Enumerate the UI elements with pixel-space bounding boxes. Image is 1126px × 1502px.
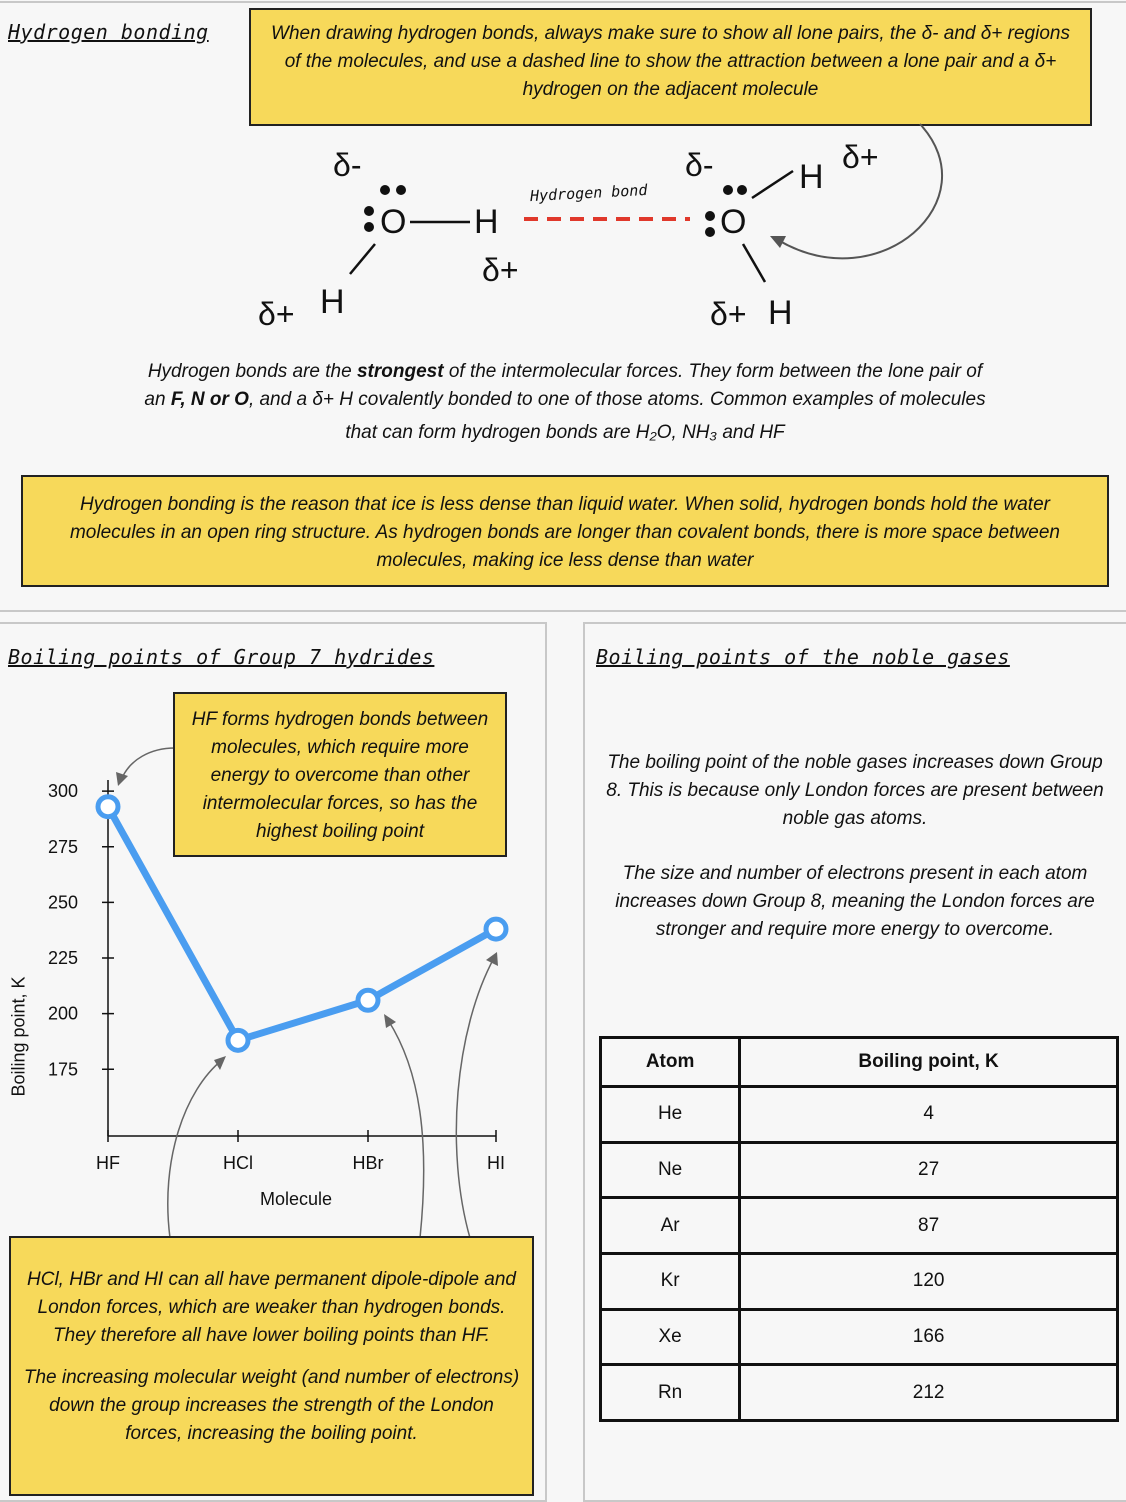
y-tick-label: 225 (47, 948, 78, 968)
hydrogen-bond-paragraph (60, 358, 1070, 447)
noble-gas-para-1: The boiling point of the noble gases increases down Group 8. This is because only London forces are present between noble gas atoms. (606, 752, 1104, 829)
table-cell-atom: He (601, 1087, 740, 1143)
table-row (601, 1142, 1118, 1198)
lone-pair-dot (723, 185, 733, 195)
section-title-group7: Boiling points of Group 7 hydrides (8, 645, 435, 669)
table-cell-atom: Ne (601, 1142, 740, 1198)
table-row (601, 1087, 1118, 1143)
data-point (358, 990, 378, 1010)
table-cell-atom: Kr (601, 1253, 740, 1309)
delta-minus-left: δ- (333, 147, 362, 183)
arrowhead-icon (770, 236, 786, 248)
table-cell-atom: Xe (601, 1309, 740, 1365)
hydrogen-bonding-h: H (474, 203, 499, 241)
table-cell-value: 27 (740, 1142, 1118, 1198)
hydrides-text-p1: HCl, HBr and HI can all have permanent dipole-dipole and London forces, which are weaker than hydrogen bonds. They therefore all have lower boiling points than HF. (27, 1269, 516, 1346)
table-cell-value: 87 (740, 1198, 1118, 1254)
para-line-1: Hydrogen bonds are the strongest of the intermolecular forces. They form between the lone pair of (147, 361, 983, 382)
delta-plus-upper-right: δ+ (842, 139, 879, 175)
table-cell-value: 166 (740, 1309, 1118, 1365)
hf-callout-box: HF forms hydrogen bonds between molecules, which require more energy to overcome than other intermolecular forces, so has the highest boiling point (173, 692, 507, 857)
table-header-boiling-point: Boiling point, K (740, 1038, 1118, 1087)
x-tick-label: HCl (223, 1153, 253, 1173)
section-divider (0, 610, 1126, 612)
table-row (601, 1198, 1118, 1254)
lone-pair-dot (364, 222, 374, 232)
data-point (228, 1030, 248, 1050)
tip-box: When drawing hydrogen bonds, always make sure to show all lone pairs, the δ- and δ+ regions of the molecules, and use a dashed line to show the attraction between a lone pair and a δ+ hydrogen on the adjacent molecule (249, 8, 1092, 126)
lone-pair-dot (380, 185, 390, 195)
delta-plus-lower-right: δ+ (710, 296, 747, 332)
arrowhead-icon (116, 772, 128, 786)
hydrogen-lower-right: H (768, 294, 793, 332)
delta-plus-lower-left: δ+ (258, 296, 295, 332)
x-axis-label: Molecule (260, 1189, 333, 1209)
delta-minus-right: δ- (685, 147, 714, 183)
table-cell-value: 120 (740, 1253, 1118, 1309)
table-header-atom: Atom (601, 1038, 740, 1087)
para-line-3: that can form hydrogen bonds are H₂O, NH₃ and HF (345, 422, 785, 443)
x-tick-label: HI (487, 1153, 505, 1173)
data-point (98, 797, 118, 817)
lone-pair-dot (705, 227, 715, 237)
hydrides-callout-box (9, 1236, 534, 1496)
table-cell-value: 212 (740, 1365, 1118, 1421)
y-tick-label: 275 (47, 836, 78, 857)
hydrogen-bond-label: Hydrogen bond (529, 180, 648, 206)
delta-plus-bonding-h: δ+ (482, 252, 519, 288)
hydrides-text-p2: The increasing molecular weight (and number of electrons) down the group increases the strength of the London forces, increasing the boiling point. (23, 1367, 520, 1444)
section-title-hydrogen-bonding: Hydrogen bonding (8, 20, 209, 44)
lone-pair-dot (396, 185, 406, 195)
noble-gas-para-2: The size and number of electrons present in each atom increases down Group 8, meaning the London forces are stronger and require more energy to overcome. (615, 863, 1095, 940)
y-tick-label: 175 (47, 1059, 78, 1080)
oxygen-left: O (380, 203, 407, 241)
arrowhead-icon (214, 1056, 226, 1070)
oxygen-right: O (720, 203, 747, 241)
table-cell-atom: Rn (601, 1365, 740, 1421)
arrowhead-icon (486, 952, 498, 966)
data-point (486, 919, 506, 939)
y-tick-label: 200 (47, 1003, 78, 1024)
lone-pair-dot (705, 211, 715, 221)
covalent-bond-oh-upper-right (752, 171, 793, 198)
hydrogen-lower-left: H (320, 283, 345, 321)
x-tick-label: HF (96, 1153, 120, 1173)
annotation-arrow-hcl (168, 1060, 222, 1238)
hydrogen-upper-right: H (799, 158, 824, 196)
lone-pair-dot (737, 185, 747, 195)
covalent-bond-oh-lower-right (743, 244, 765, 282)
x-tick-label: HBr (352, 1153, 384, 1173)
annotation-arrow-hf (122, 748, 175, 778)
annotation-arrow-hbr (388, 1020, 424, 1238)
diagram-lines (0, 0, 1126, 360)
noble-gas-table (599, 1036, 1119, 1422)
table-cell-atom: Ar (601, 1198, 740, 1254)
y-tick-label: 250 (47, 892, 78, 913)
y-tick-label: 300 (47, 781, 78, 802)
annotation-arrow-hi (456, 958, 494, 1238)
para-line-2: an F, N or O, and a δ+ H covalently bonded to one of those atoms. Common examples of molecules (144, 389, 986, 410)
table-row (601, 1365, 1118, 1421)
table-row (601, 1253, 1118, 1309)
arrowhead-icon (384, 1014, 396, 1028)
table-cell-value: 4 (740, 1087, 1118, 1143)
table-header-row (601, 1038, 1118, 1087)
y-axis-label: Boiling point, K (8, 976, 29, 1097)
ice-density-box: Hydrogen bonding is the reason that ice is less dense than liquid water. When solid, hydrogen bonds hold the water molecules in an open ring structure. As hydrogen bonds are longer than covalent bonds, there is more space between molecules, making ice less dense than water (21, 475, 1109, 587)
table-row (601, 1309, 1118, 1365)
section-title-noble-gases: Boiling points of the noble gases (596, 645, 1010, 669)
lone-pair-dot (364, 206, 374, 216)
covalent-bond-oh-lower (350, 244, 375, 274)
